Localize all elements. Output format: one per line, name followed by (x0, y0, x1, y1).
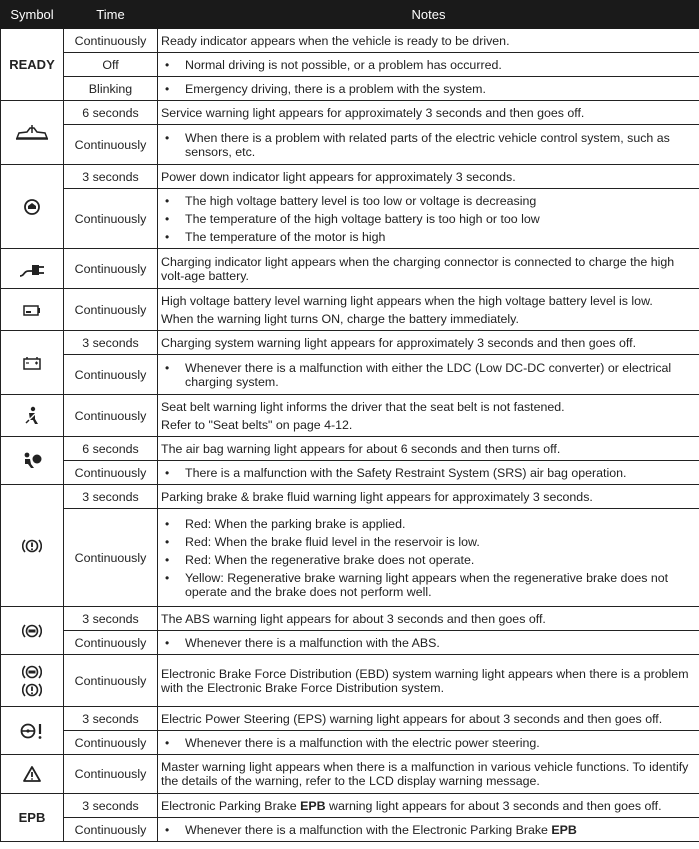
note-cell: The air bag warning light appears for about 6 seconds and then turns off. (158, 437, 699, 461)
time-cell: Off (64, 53, 158, 77)
header-symbol: Symbol (1, 1, 64, 29)
note-text: Whenever there is a malfunction with the Electronic Parking Brake (185, 822, 552, 837)
note-cell: Ready indicator appears when the vehicle is ready to be driven. (158, 29, 699, 53)
note-cell (158, 461, 699, 485)
table-row (1, 755, 699, 794)
note-text: There is a malfunction with the Safety Restraint System (SRS) air bag operation. (185, 465, 627, 480)
table-row (1, 125, 699, 165)
note-cell (158, 509, 699, 607)
table-row (1, 249, 699, 289)
time-cell: Continuously (64, 395, 158, 437)
note-cell (158, 77, 699, 101)
note-cell (158, 355, 699, 395)
ebd-symbol-cell (1, 655, 64, 707)
note-text: Red: When the brake fluid level in the reservoir is low. (185, 534, 480, 549)
parking-brake-symbol-cell (1, 485, 64, 607)
note-line: When the warning light turns ON, charge the battery immediately. (161, 311, 519, 326)
time-cell: Continuously (64, 29, 158, 53)
table-row (1, 355, 699, 395)
time-cell: Continuously (64, 125, 158, 165)
note-text: The high voltage battery level is too low or voltage is decreasing (185, 193, 537, 208)
bullet: • (165, 229, 170, 244)
note-text: warning light appears for about 3 seconds and then goes off. (325, 798, 662, 813)
note-cell (158, 125, 699, 165)
time-cell: Blinking (64, 77, 158, 101)
bullet: • (165, 193, 170, 208)
bullet: • (165, 570, 170, 585)
master-warning-triangle-icon (22, 765, 42, 783)
bullet: • (165, 552, 170, 567)
table-row (1, 331, 699, 355)
battery-low-icon (22, 303, 42, 317)
charging-indicator-symbol-cell (1, 249, 64, 289)
table-row (1, 607, 699, 631)
note-text: Whenever there is a malfunction with the electric power steering. (185, 735, 540, 750)
note-line: High voltage battery level warning light appears when the high voltage battery level is low. (161, 293, 653, 308)
ready-symbol: READY (1, 29, 64, 101)
time-cell: 3 seconds (64, 331, 158, 355)
time-cell: 3 seconds (64, 485, 158, 509)
bullet: • (165, 360, 170, 375)
table-row (1, 165, 699, 189)
bullet: • (165, 822, 170, 837)
time-cell: 3 seconds (64, 165, 158, 189)
table-header-row (1, 1, 699, 29)
seat-belt-icon (23, 406, 41, 426)
note-cell: Charging system warning light appears for approximately 3 seconds and then goes off. (158, 331, 699, 355)
note-cell (158, 631, 699, 655)
note-text: Yellow: Regenerative brake warning light appears when the regenerative brake does not operate and the brake does not perform well. (185, 570, 669, 599)
service-car-icon (15, 124, 49, 142)
time-cell: Continuously (64, 818, 158, 842)
steering-wheel-warning-icon (19, 722, 45, 740)
table-row (1, 437, 699, 461)
air-bag-symbol-cell (1, 437, 64, 485)
time-cell: 6 seconds (64, 101, 158, 125)
time-cell: Continuously (64, 189, 158, 249)
bullet: • (165, 57, 170, 72)
note-cell (158, 794, 699, 818)
brake-warning-icon (22, 537, 42, 555)
time-cell: Continuously (64, 355, 158, 395)
note-cell (158, 53, 699, 77)
master-warning-symbol-cell (1, 755, 64, 794)
note-text: Normal driving is not possible, or a problem has occurred. (185, 57, 502, 72)
charging-system-symbol-cell (1, 331, 64, 395)
note-cell: Power down indicator light appears for approximately 3 seconds. (158, 165, 699, 189)
time-cell: Continuously (64, 249, 158, 289)
time-cell: Continuously (64, 631, 158, 655)
note-cell (158, 731, 699, 755)
table-row (1, 101, 699, 125)
note-text: Red: When the regenerative brake does not operate. (185, 552, 475, 567)
time-cell: Continuously (64, 655, 158, 707)
bullet: • (165, 211, 170, 226)
air-bag-icon (21, 451, 43, 471)
table-row (1, 631, 699, 655)
time-cell: 3 seconds (64, 607, 158, 631)
note-line: Refer to "Seat belts" on page 4-12. (161, 417, 353, 432)
note-line: Seat belt warning light informs the driver that the seat belt is not fastened. (161, 399, 565, 414)
table-row (1, 485, 699, 509)
note-text: The temperature of the motor is high (185, 229, 386, 244)
bullet: • (165, 635, 170, 650)
service-symbol-cell (1, 101, 64, 165)
battery-charging-system-icon (22, 355, 42, 371)
abs-icon (22, 663, 42, 681)
epb-symbol: EPB (1, 794, 64, 842)
table-row (1, 395, 699, 437)
table-row (1, 189, 699, 249)
note-cell: Service warning light appears for approximately 3 seconds and then goes off. (158, 101, 699, 125)
note-cell (158, 289, 699, 331)
time-cell: Continuously (64, 289, 158, 331)
time-cell: Continuously (64, 755, 158, 794)
bullet: • (165, 465, 170, 480)
abs-icon (22, 622, 42, 640)
table-row (1, 53, 699, 77)
table-row (1, 655, 699, 707)
table-row (1, 707, 699, 731)
power-down-symbol-cell (1, 165, 64, 249)
note-text: Red: When the parking brake is applied. (185, 516, 406, 531)
note-text: Whenever there is a malfunction with either the LDC (Low DC-DC converter) or electrical charging system. (185, 360, 672, 389)
table-row (1, 461, 699, 485)
table-row (1, 289, 699, 331)
time-cell: Continuously (64, 461, 158, 485)
time-cell: 3 seconds (64, 794, 158, 818)
time-cell: 6 seconds (64, 437, 158, 461)
note-text: The temperature of the high voltage battery is too high or too low (185, 211, 540, 226)
bullet: • (165, 81, 170, 96)
note-cell: Electronic Brake Force Distribution (EBD) system warning light appears when there is a problem with the Electronic Brake Force Distribution system. (158, 655, 699, 707)
time-cell: 3 seconds (64, 707, 158, 731)
table-row (1, 731, 699, 755)
eps-symbol-cell (1, 707, 64, 755)
note-cell: Electric Power Steering (EPS) warning light appears for about 3 seconds and then goes off. (158, 707, 699, 731)
seat-belt-symbol-cell (1, 395, 64, 437)
table-row (1, 509, 699, 607)
table-row (1, 77, 699, 101)
note-text: When there is a problem with related parts of the electric vehicle control system, such as sensors, etc. (185, 130, 670, 159)
table-row (1, 794, 699, 818)
note-cell (158, 818, 699, 842)
note-cell: Charging indicator light appears when the charging connector is connected to charge the high volt-age battery. (158, 249, 699, 289)
note-cell: Master warning light appears when there is a malfunction in various vehicle functions. To identify the details of the warning, refer to the LCD display warning message. (158, 755, 699, 794)
bullet: • (165, 130, 170, 145)
note-text: Whenever there is a malfunction with the ABS. (185, 635, 440, 650)
note-cell: The ABS warning light appears for about 3 seconds and then goes off. (158, 607, 699, 631)
charging-plug-icon (17, 259, 47, 279)
epb-label: EPB (551, 822, 577, 837)
note-cell (158, 189, 699, 249)
header-notes: Notes (158, 1, 699, 29)
bullet: • (165, 516, 170, 531)
bullet: • (165, 534, 170, 549)
note-cell: Parking brake & brake fluid warning light appears for approximately 3 seconds. (158, 485, 699, 509)
brake-warning-icon (22, 681, 42, 699)
bullet: • (165, 735, 170, 750)
note-text: Emergency driving, there is a problem with the system. (185, 81, 486, 96)
time-cell: Continuously (64, 509, 158, 607)
table-row (1, 818, 699, 842)
hv-battery-symbol-cell (1, 289, 64, 331)
epb-label: EPB (300, 798, 326, 813)
table-row (1, 29, 699, 53)
time-cell: Continuously (64, 731, 158, 755)
header-time: Time (64, 1, 158, 29)
note-text: Electronic Parking Brake (161, 798, 301, 813)
abs-symbol-cell (1, 607, 64, 655)
note-cell (158, 395, 699, 437)
power-down-icon (23, 198, 41, 216)
